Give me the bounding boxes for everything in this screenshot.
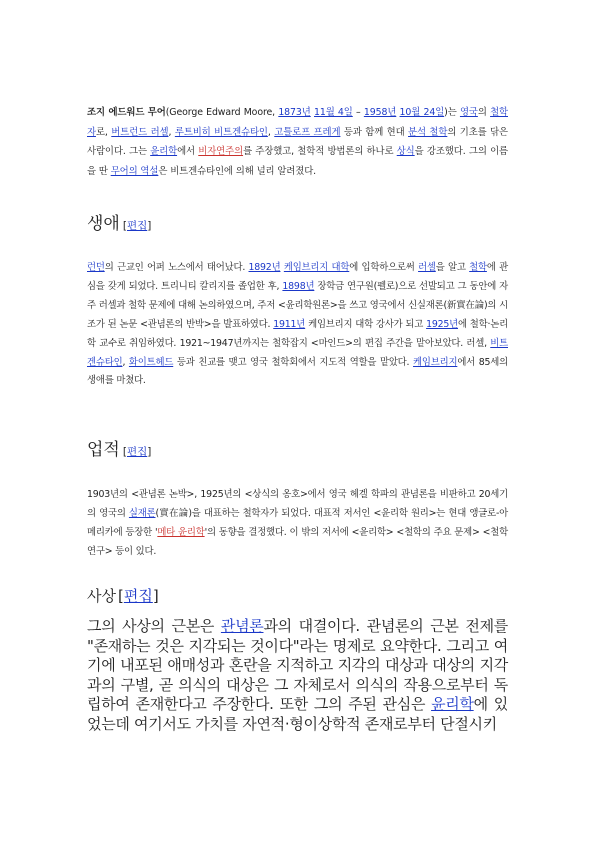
link-whitehead[interactable]: 화이트헤드 (128, 356, 174, 368)
link-idealism[interactable]: 관념론 (220, 617, 264, 635)
link-common-sense[interactable]: 상식 (396, 146, 415, 158)
link-cambridge-university[interactable]: 케임브리지 대학 (283, 262, 350, 273)
link-analytic-philosophy[interactable]: 분석 철학 (408, 126, 448, 138)
link-1892[interactable]: 1892년 (248, 262, 281, 273)
edit-link-achievements[interactable]: 편집 (126, 446, 148, 458)
link-philosopher[interactable]: 철학자 (87, 107, 508, 138)
link-1911[interactable]: 1911년 (273, 318, 306, 330)
intro-paragraph: 조지 에드워드 무어(George Edward Moore, 1873년 11월 4일 – 1958년 10월 24일)는 영국의 철학자로, 버트런드 러셀, 루트비히 비트겐슈타인, 고틀로프 프레게 등과 함께 현대 분석 철학의 기초를 닦은 사람이다. 그는 윤리학에서 비자연주의를 주장했고, 철학적 방법론의 하나로 상식을 강조했다. 그의 이름을 딴 무어의 역설은 비트겐슈타인에 의해 널리 알려졌다. (87, 107, 509, 177)
link-metaethics[interactable]: 메타 윤리학 (157, 527, 205, 538)
life-paragraph: 런던의 근교인 어퍼 노스에서 태어났다. 1892년 케임브리지 대학에 입학하으로써 러셀을 알고 철학에 관심을 갖게 되었다. 트리니티 칼리지를 졸업한 후, 1898년 장학금 연구원(펠로)으로 선발되고 그 동안에 자주 러셀과 철학 문제에 대해 논의하였으며, 주저 <윤리학원론>을 쓰고 영국에서 신실재론(新實在論)의 시조가 된 논문 <관념론의 반박>을 발표하였다. 1911년 케임브리지 대학 강사가 되고 1925년에 철학·논리학 교수로 취임하였다. 1921~1947년까지는 철학잡지 <마인드>의 편집 주간을 맡아보았다. 러셀, 비트겐슈타인, 화이트헤드 등과 친교를 맺고 영국 철학회에서 지도적 역할을 맡았다. 케임브리지에서 85세의 생애를 마쳤다. (87, 262, 509, 387)
subject-name: 조지 에드워드 무어 (87, 107, 166, 118)
link-country[interactable]: 영국 (459, 107, 478, 118)
edit-link-life[interactable]: 편집 (126, 220, 148, 232)
link-death-date[interactable]: 10월 24일 (399, 107, 445, 118)
link-wittgenstein[interactable]: 루트비히 비트겐슈타인 (174, 126, 268, 138)
achievements-paragraph: 1903년의 <관념론 논박>, 1925년의 <상식의 옹호>에서 영국 헤겔 학파의 관념론을 비판하고 20세기의 영국의 실재론(實在論)을 대표하는 철학자가 되었다. 대표적 저서인 <윤리학 원리>는 현대 앵글로-아메리카에 등장한 '메타 윤리학'의 동향을 결정했다. 이 밖의 저서에 <윤리학> <철학의 주요 문제> <철학 연구> 등이 있다. (87, 489, 509, 557)
link-london[interactable]: 런던 (87, 262, 105, 273)
link-ethics[interactable]: 윤리학 (150, 146, 178, 158)
link-birth-date[interactable]: 11월 4일 (314, 107, 353, 118)
link-cambridge[interactable]: 케임브리지 (413, 356, 458, 368)
link-realism[interactable]: 실재론 (128, 508, 156, 519)
link-frege[interactable]: 고틀로프 프레게 (274, 126, 341, 138)
link-moores-paradox[interactable]: 무어의 역설 (110, 165, 159, 177)
link-russell-2[interactable]: 러셀 (418, 262, 436, 273)
link-non-naturalism[interactable]: 비자연주의 (198, 146, 244, 158)
link-1898[interactable]: 1898년 (282, 280, 315, 292)
link-ethics-2[interactable]: 윤리학 (431, 695, 474, 713)
section-heading-life: 생애 [편집] (87, 214, 152, 234)
link-russell[interactable]: 버트런드 러셀 (111, 126, 169, 138)
thought-paragraph: 그의 사상의 근본은 관념론과의 대결이다. 관념론의 근본 전제를 "존재하는 것은 지각되는 것이다"라는 명제로 요약한다. 그리고 여기에 내포된 애매성과 혼란을 지적하고 지각의 대상과 대상의 지각과의 구별, 곧 의식의 대상은 그 자체로서 의식의 작용으로부터 독립하여 존재한다고 주장한다. 또한 그의 주된 관심은 윤리학에 있었는데 여기서도 가치를 자연적·형이상학적 존재로부터 단절시키 (87, 617, 508, 733)
link-1925[interactable]: 1925년 (426, 318, 458, 330)
section-heading-achievements: 업적 [편집] (87, 440, 152, 460)
edit-link-thought[interactable]: 편집 (123, 587, 153, 605)
link-birth-year[interactable]: 1873년 (278, 107, 311, 118)
link-philosophy[interactable]: 철학 (469, 262, 487, 273)
section-heading-thought: 사상 [편집] (87, 587, 159, 605)
link-death-year[interactable]: 1958년 (363, 107, 397, 118)
link-wittgenstein-2[interactable]: 비트겐슈타인 (87, 337, 508, 368)
